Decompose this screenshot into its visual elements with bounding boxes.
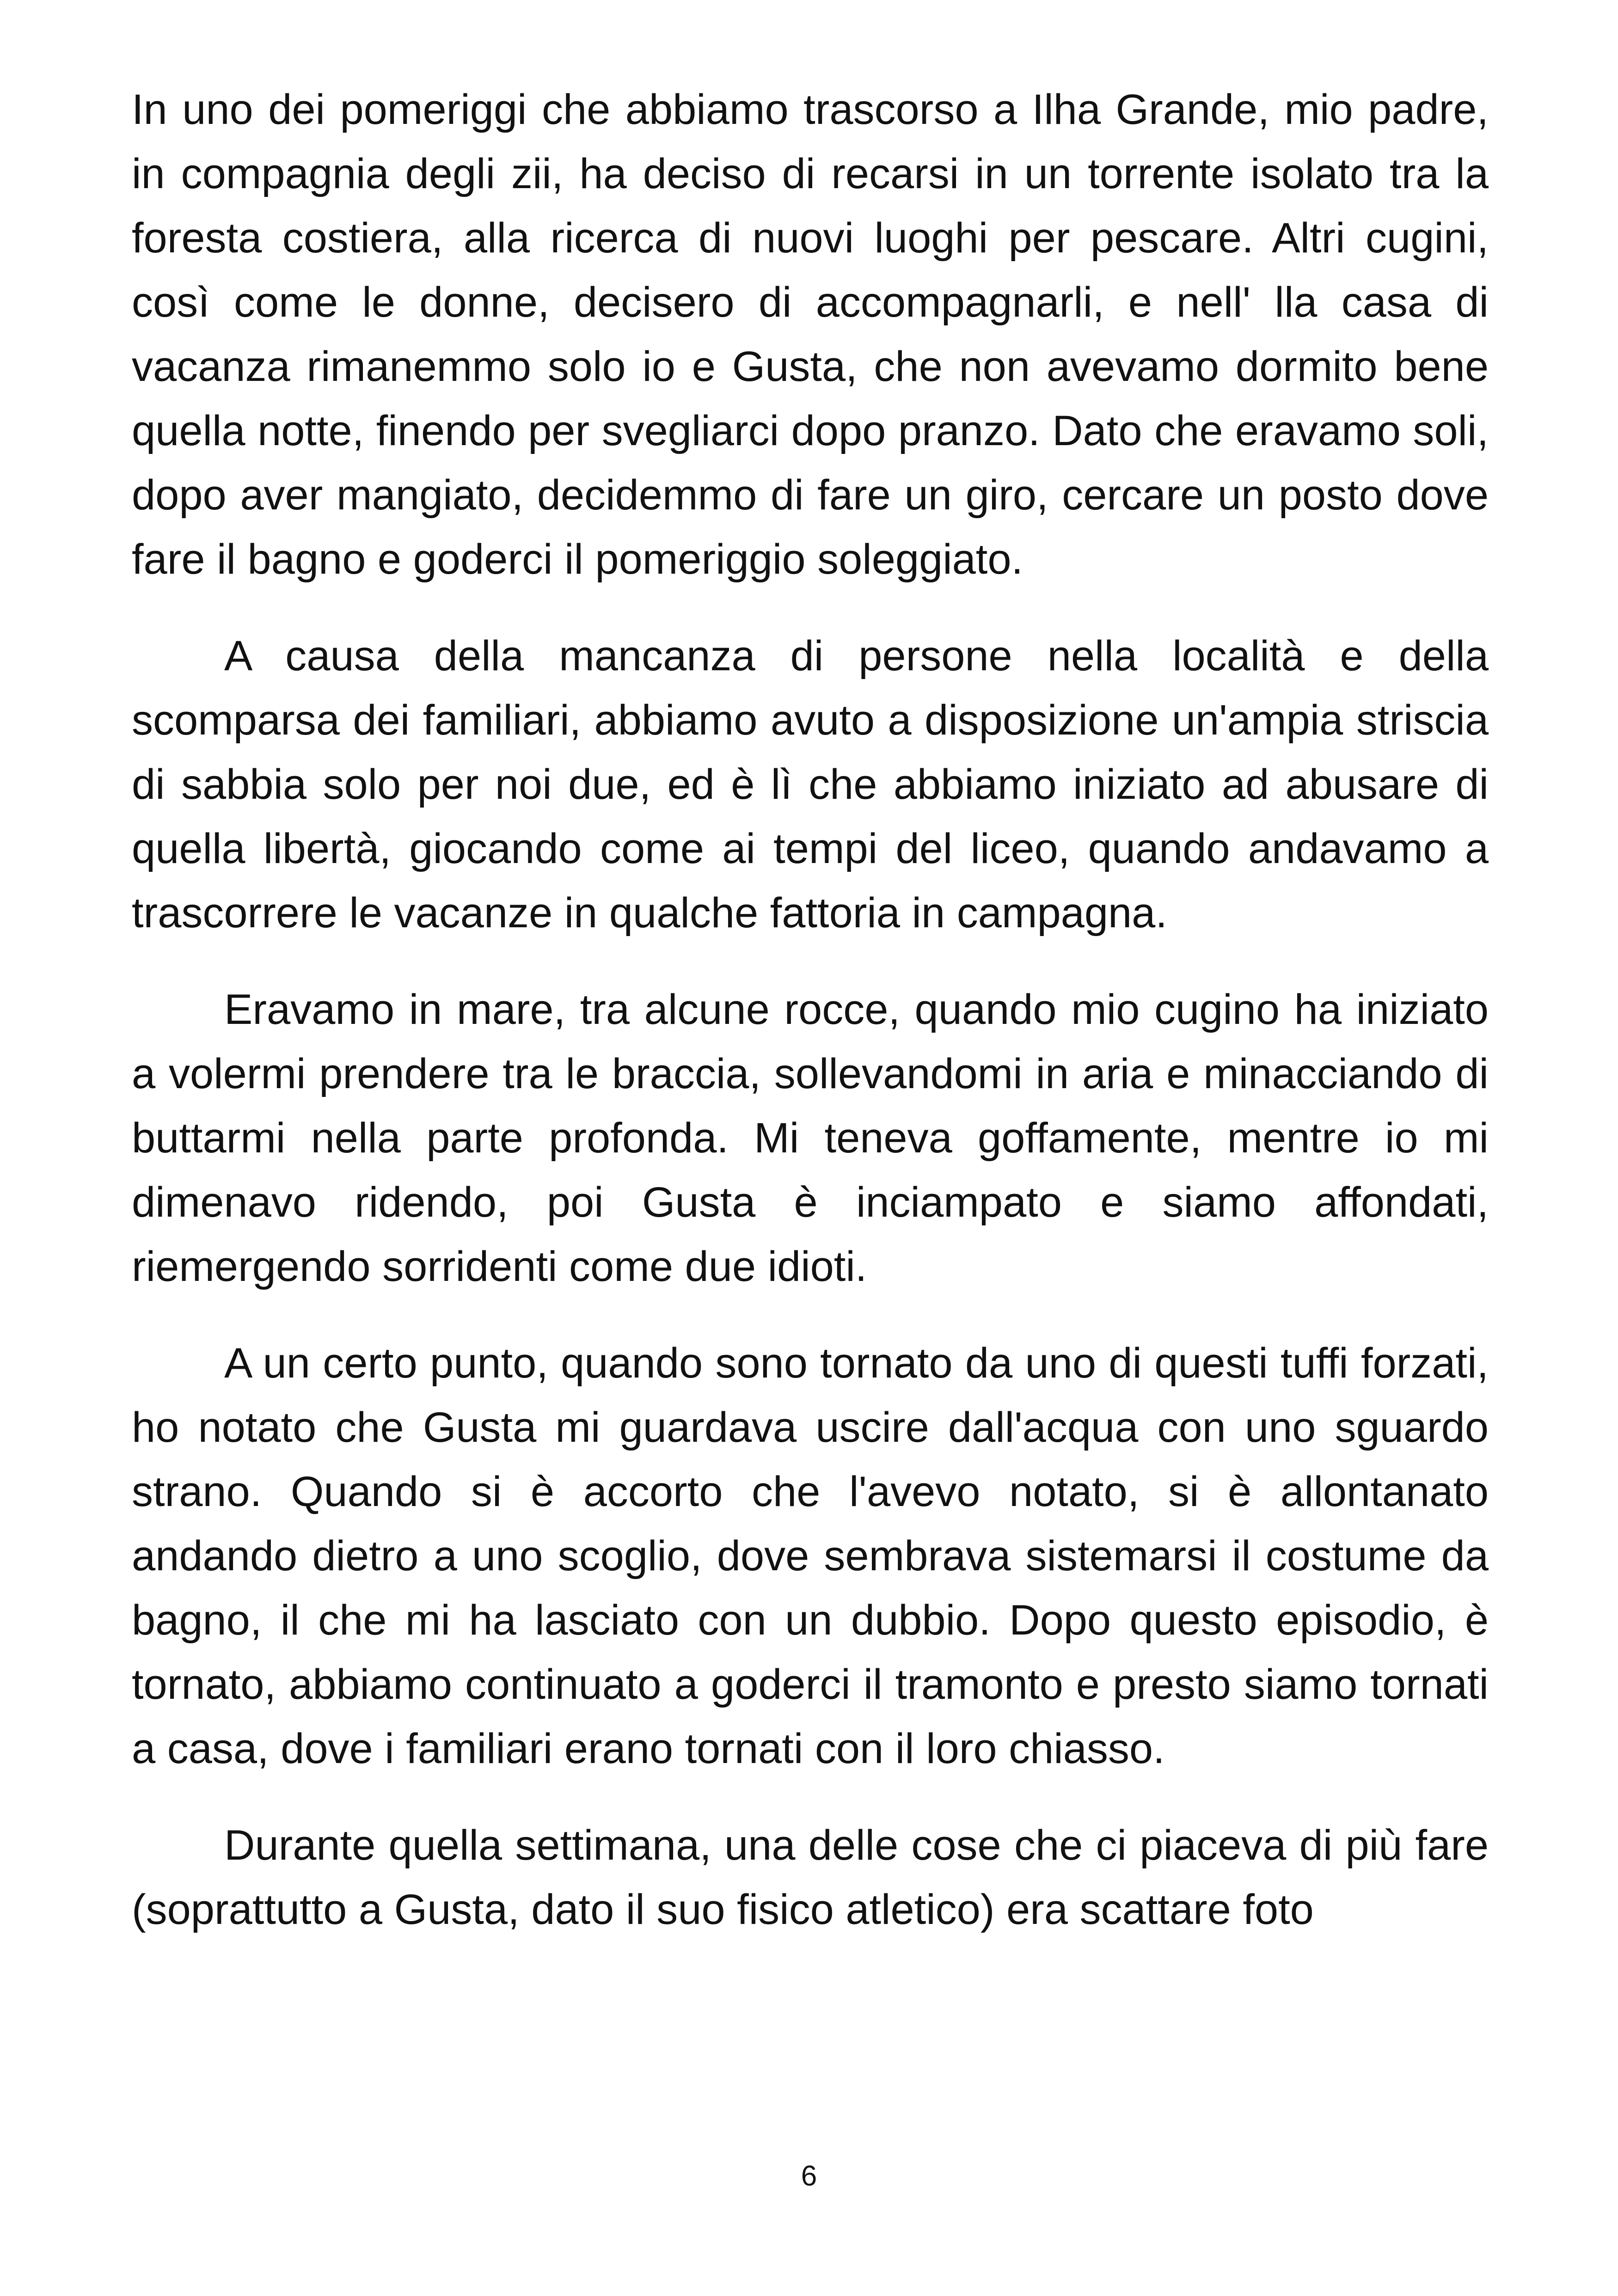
body-text bbox=[132, 78, 1489, 1974]
paragraph-5: Durante quella settimana, una delle cose che ci piaceva di più fare (soprattutto a Gusta, dato il suo fisico atletico) era scattare foto bbox=[132, 1822, 1489, 1933]
paragraph-2: A causa della mancanza di persone nella località e della scomparsa dei familiari, abbiamo avuto a disposizione un'ampia striscia di sabbia solo per noi due, ed è lì che abbiamo iniziato ad abusare di quella libertà, giocando come ai tempi del liceo, quando andavamo a trascorrere le vacanze in qualche fattoria in campagna. bbox=[132, 632, 1489, 937]
paragraph-3: Eravamo in mare, tra alcune rocce, quando mio cugino ha iniziato a volermi prendere tra le braccia, sollevandomi in aria e minacciando di buttarmi nella parte profonda. Mi teneva goffamente, mentre io mi dimenavo ridendo, poi Gusta è inciampato e siamo affondati, riemergendo sorridenti come due idioti. bbox=[132, 986, 1489, 1290]
page-number: 6 bbox=[801, 2160, 817, 2192]
paragraph-1: In uno dei pomeriggi che abbiamo trascorso a Ilha Grande, mio padre, in compagnia degli zii, ha deciso di recarsi in un torrente isolato tra la foresta costiera, alla ricerca di nuovi luoghi per pescare. Altri cugini, così come le donne, decisero di accompagnarli, e nell' lla casa di vacanza rimanemmo solo io e Gusta, che non avevamo dormito bene quella notte, finendo per svegliarci dopo pranzo. Dato che eravamo soli, dopo aver mangiato, decidemmo di fare un giro, cercare un posto dove fare il bagno e goderci il pomeriggio soleggiato. bbox=[132, 86, 1489, 583]
paragraph-4: A un certo punto, quando sono tornato da uno di questi tuffi forzati, ho notato che Gusta mi guardava uscire dall'acqua con uno sguardo strano. Quando si è accorto che l'avevo notato, si è allontanato andando dietro a uno scoglio, dove sembrava sistemarsi il costume da bagno, il che mi ha lasciato con un dubbio. Dopo questo episodio, è tornato, abbiamo continuato a goderci il tramonto e presto siamo tornati a casa, dove i familiari erano tornati con il loro chiasso. bbox=[132, 1340, 1489, 1772]
